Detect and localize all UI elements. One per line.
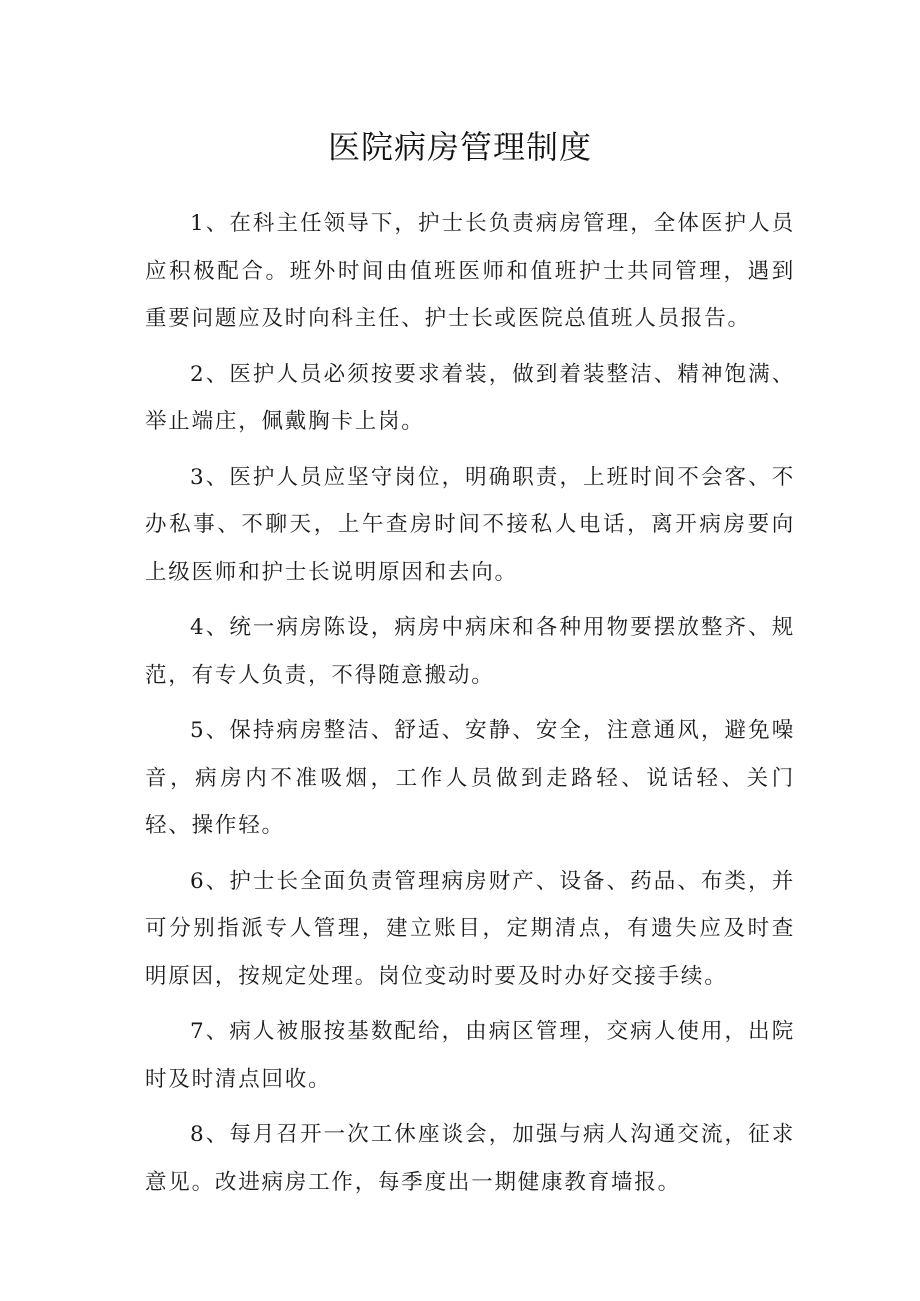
- paragraph-4: 4、统一病房陈设，病房中病床和各种用物要摆放整齐、规范，有专人负责，不得随意搬动。: [145, 615, 795, 688]
- paragraph-1: 1、在科主任领导下，护士长负责病房管理，全体医护人员应积极配合。班外时间由值班医师和值班护士共同管理，遇到重要问题应及时向科主任、护士长或医院总值班人员报告。: [145, 211, 795, 331]
- paragraph-5: 5、保持病房整洁、舒适、安静、安全，注意通风，避免噪音，病房内不准吸烟，工作人员做到走路轻、说话轻、关门轻、操作轻。: [145, 718, 795, 838]
- paragraph-7: 7、病人被服按基数配给，由病区管理，交病人使用，出院时及时清点回收。: [145, 1019, 795, 1092]
- paragraph-8: 8、每月召开一次工休座谈会，加强与病人沟通交流，征求意见。改进病房工作，每季度出一期健康教育墙报。: [145, 1122, 795, 1195]
- document-title: 医院病房管理制度: [327, 128, 592, 166]
- paragraph-6: 6、护士长全面负责管理病房财产、设备、药品、布类，并可分别指派专人管理，建立账目，定期清点，有遗失应及时查明原因，按规定处理。岗位变动时要及时办好交接手续。: [145, 868, 795, 989]
- document-body: [145, 200, 795, 1214]
- paragraph-2: 2、医护人员必须按要求着装，做到着装整洁、精神饱满、举止端庄，佩戴胸卡上岗。: [145, 361, 795, 434]
- paragraph-3: 3、医护人员应坚守岗位，明确职责，上班时间不会客、不办私事、不聊天，上午查房时间不接私人电话，离开病房要向上级医师和护士长说明原因和去向。: [145, 464, 795, 585]
